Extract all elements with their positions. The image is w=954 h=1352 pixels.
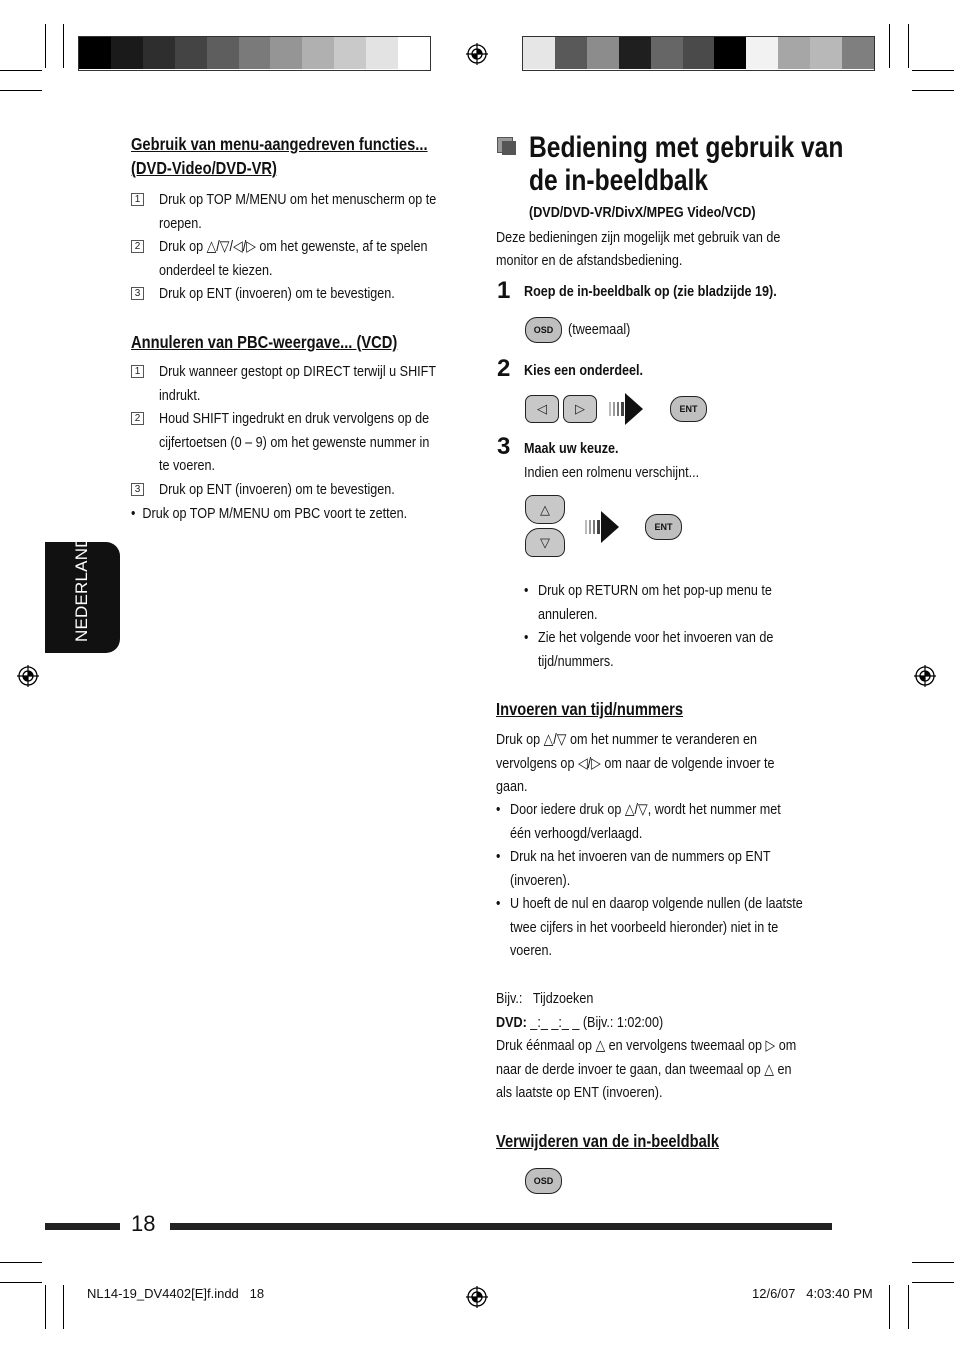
page-subtitle: (DVD/DVD-VR/DivX/MPEG Video/VCD) bbox=[529, 204, 756, 221]
left-arrow-button[interactable]: ◁ bbox=[525, 395, 559, 423]
section-heading: (DVD-Video/DVD-VR) bbox=[131, 158, 277, 178]
list-item-text: Houd SHIFT ingedrukt en druk vervolgens op de bbox=[159, 410, 430, 427]
side-tab-label: NEDERLANDS bbox=[72, 523, 91, 642]
list-item-text: Druk op △/▽/◁/▷ om het gewenste, af te spelen bbox=[159, 238, 428, 255]
bullet-text: Zie het volgende voor het invoeren van de bbox=[538, 629, 774, 646]
step-text: Roep de in-beeldbalk op (zie bladzijde 19). bbox=[524, 283, 777, 300]
section-heading: Verwijderen van de in-beeldbalk bbox=[496, 1131, 720, 1151]
color-swatch bbox=[398, 37, 430, 69]
paragraph-line: gaan. bbox=[496, 778, 528, 795]
osd-button[interactable]: OSD bbox=[525, 317, 562, 343]
up-arrow-button[interactable]: △ bbox=[525, 495, 565, 524]
color-swatch bbox=[523, 37, 555, 69]
color-swatch bbox=[810, 37, 842, 69]
list-item-text: cijfertoetsen (0 – 9) om het gewenste nummer in bbox=[159, 433, 430, 451]
footer-bar bbox=[45, 1223, 120, 1230]
bullet-text: (invoeren). bbox=[510, 871, 571, 889]
bullet-text: U hoeft de nul en daarop volgende nullen (de laatste bbox=[510, 895, 803, 912]
crop-mark bbox=[889, 24, 890, 68]
bullet-text: Door iedere druk op △/▽, wordt het nummer met bbox=[510, 801, 781, 818]
step-text: Kies een onderdeel. bbox=[524, 362, 644, 379]
list-number: 3 bbox=[131, 483, 144, 496]
step-number: 1 bbox=[497, 277, 511, 304]
registration-mark-icon bbox=[914, 665, 936, 687]
list-item-text: roepen. bbox=[159, 214, 202, 232]
date-info: 12/6/07 4:03:40 PM bbox=[752, 1286, 873, 1301]
right-arrow-button[interactable]: ▷ bbox=[563, 395, 597, 423]
color-swatch bbox=[270, 37, 302, 69]
osd-button[interactable]: OSD bbox=[525, 1168, 562, 1194]
color-swatch bbox=[651, 37, 683, 69]
list-item-text: onderdeel te kiezen. bbox=[159, 261, 273, 279]
arrow-right-icon bbox=[585, 509, 619, 545]
color-swatch bbox=[207, 37, 239, 69]
crop-mark bbox=[912, 1262, 954, 1263]
crop-mark bbox=[45, 24, 46, 68]
bullet-icon: • bbox=[524, 629, 529, 646]
bullet-icon: • bbox=[496, 895, 501, 912]
registration-mark-icon bbox=[17, 665, 39, 687]
example-line bbox=[496, 987, 593, 1011]
down-arrow-button[interactable]: ▽ bbox=[525, 528, 565, 557]
page-number: 18 bbox=[131, 1211, 156, 1236]
page-title: de in-beeldbalk bbox=[529, 164, 709, 197]
paragraph-line: Druk éénmaal op △ en vervolgens tweemaal op ▷ om bbox=[496, 1037, 797, 1054]
crop-mark bbox=[63, 24, 64, 68]
crop-mark bbox=[0, 90, 42, 91]
example-label: Bijv.: bbox=[496, 990, 523, 1007]
color-swatch bbox=[746, 37, 778, 69]
bullet-text: Druk op TOP M/MENU om PBC voort te zetten. bbox=[142, 505, 408, 522]
color-swatch bbox=[555, 37, 587, 69]
bullet-icon: • bbox=[496, 801, 501, 818]
list-item-text: Druk op TOP M/MENU om het menuscherm op te bbox=[159, 191, 437, 208]
color-swatch bbox=[111, 37, 143, 69]
list-number: 2 bbox=[131, 412, 144, 425]
bullet-text: tijd/nummers. bbox=[538, 652, 614, 670]
bullet-item: • Druk op TOP M/MENU om PBC voort te zetten. bbox=[131, 505, 408, 522]
crop-mark bbox=[889, 1285, 890, 1329]
step-number: 2 bbox=[497, 355, 511, 382]
bullet-text: voeren. bbox=[510, 942, 553, 959]
example-value: Tijdzoeken bbox=[532, 990, 594, 1007]
file-info: NL14-19_DV4402[E]f.indd 18 bbox=[87, 1286, 265, 1301]
registration-mark-icon bbox=[466, 1286, 488, 1308]
ent-button[interactable]: ENT bbox=[645, 514, 682, 540]
section-heading: Invoeren van tijd/nummers bbox=[496, 699, 684, 719]
list-item-text: Druk op ENT (invoeren) om te bevestigen. bbox=[159, 480, 395, 498]
list-item-text: indrukt. bbox=[159, 386, 201, 404]
color-bar-right bbox=[522, 36, 875, 71]
bullet-text: annuleren. bbox=[538, 605, 598, 623]
paragraph-line: naar de derde invoer te gaan, dan tweemaal op △ en bbox=[496, 1060, 792, 1078]
intro-text: monitor en de afstandsbediening. bbox=[496, 252, 683, 269]
crop-mark bbox=[0, 1262, 42, 1263]
list-number: 3 bbox=[131, 287, 144, 300]
footer-bar bbox=[170, 1223, 832, 1230]
button-note: (tweemaal) bbox=[568, 321, 631, 338]
page-title: Bediening met gebruik van bbox=[529, 131, 844, 164]
list-item-text: Druk op ENT (invoeren) om te bevestigen. bbox=[159, 285, 395, 302]
list-number: 2 bbox=[131, 240, 144, 253]
step-subtext: Indien een rolmenu verschijnt... bbox=[524, 464, 700, 481]
crop-mark bbox=[63, 1285, 64, 1329]
list-item-text: Druk wanneer gestopt op DIRECT terwijl u SHIFT bbox=[159, 363, 437, 380]
color-bar-left bbox=[78, 36, 431, 71]
crop-mark bbox=[908, 1285, 909, 1329]
ent-button[interactable]: ENT bbox=[670, 396, 707, 422]
crop-mark bbox=[0, 70, 42, 71]
color-swatch bbox=[79, 37, 111, 69]
crop-mark bbox=[45, 1285, 46, 1329]
bullet-text: één verhoogd/verlaagd. bbox=[510, 824, 643, 842]
title-square-icon bbox=[502, 141, 516, 155]
color-swatch bbox=[683, 37, 715, 69]
crop-mark bbox=[0, 1282, 42, 1283]
bullet-icon: • bbox=[496, 848, 501, 865]
paragraph-line: als laatste op ENT (invoeren). bbox=[496, 1084, 663, 1101]
color-swatch bbox=[143, 37, 175, 69]
arrow-right-icon bbox=[609, 391, 643, 427]
color-swatch bbox=[302, 37, 334, 69]
bullet-icon: • bbox=[524, 582, 529, 599]
dvd-label: DVD: bbox=[496, 1014, 527, 1031]
step-text: Maak uw keuze. bbox=[524, 440, 619, 457]
section-heading: Gebruik van menu-aangedreven functies... bbox=[131, 134, 428, 154]
crop-mark bbox=[912, 70, 954, 71]
crop-mark bbox=[908, 24, 909, 68]
list-number: 1 bbox=[131, 193, 144, 206]
language-side-tab bbox=[45, 523, 120, 653]
color-swatch bbox=[619, 37, 651, 69]
color-swatch bbox=[714, 37, 746, 69]
dvd-value: _:_ _:_ _ (Bijv.: 1:02:00) bbox=[526, 1014, 664, 1031]
color-swatch bbox=[587, 37, 619, 69]
paragraph-line: Druk op △/▽ om het nummer te veranderen en bbox=[496, 731, 758, 748]
color-swatch bbox=[366, 37, 398, 69]
step-number: 3 bbox=[497, 433, 511, 460]
list-item-text: te voeren. bbox=[159, 457, 216, 474]
crop-mark bbox=[912, 1282, 954, 1283]
color-swatch bbox=[334, 37, 366, 69]
dvd-line bbox=[496, 1011, 663, 1035]
intro-text: Deze bedieningen zijn mogelijk met gebruik van de bbox=[496, 229, 781, 246]
registration-mark-icon bbox=[466, 43, 488, 65]
bullet-text: Druk na het invoeren van de nummers op ENT bbox=[510, 848, 771, 865]
bullet-text: Druk op RETURN om het pop-up menu te bbox=[538, 582, 772, 599]
bullet-text: twee cijfers in het voorbeeld hieronder) niet in te bbox=[510, 918, 779, 936]
color-swatch bbox=[239, 37, 271, 69]
list-number: 1 bbox=[131, 365, 144, 378]
section-heading: Annuleren van PBC-weergave... (VCD) bbox=[131, 332, 398, 352]
paragraph-line: vervolgens op ◁/▷ om naar de volgende invoer te bbox=[496, 754, 775, 772]
color-swatch bbox=[842, 37, 874, 69]
crop-mark bbox=[912, 90, 954, 91]
color-swatch bbox=[778, 37, 810, 69]
color-swatch bbox=[175, 37, 207, 69]
